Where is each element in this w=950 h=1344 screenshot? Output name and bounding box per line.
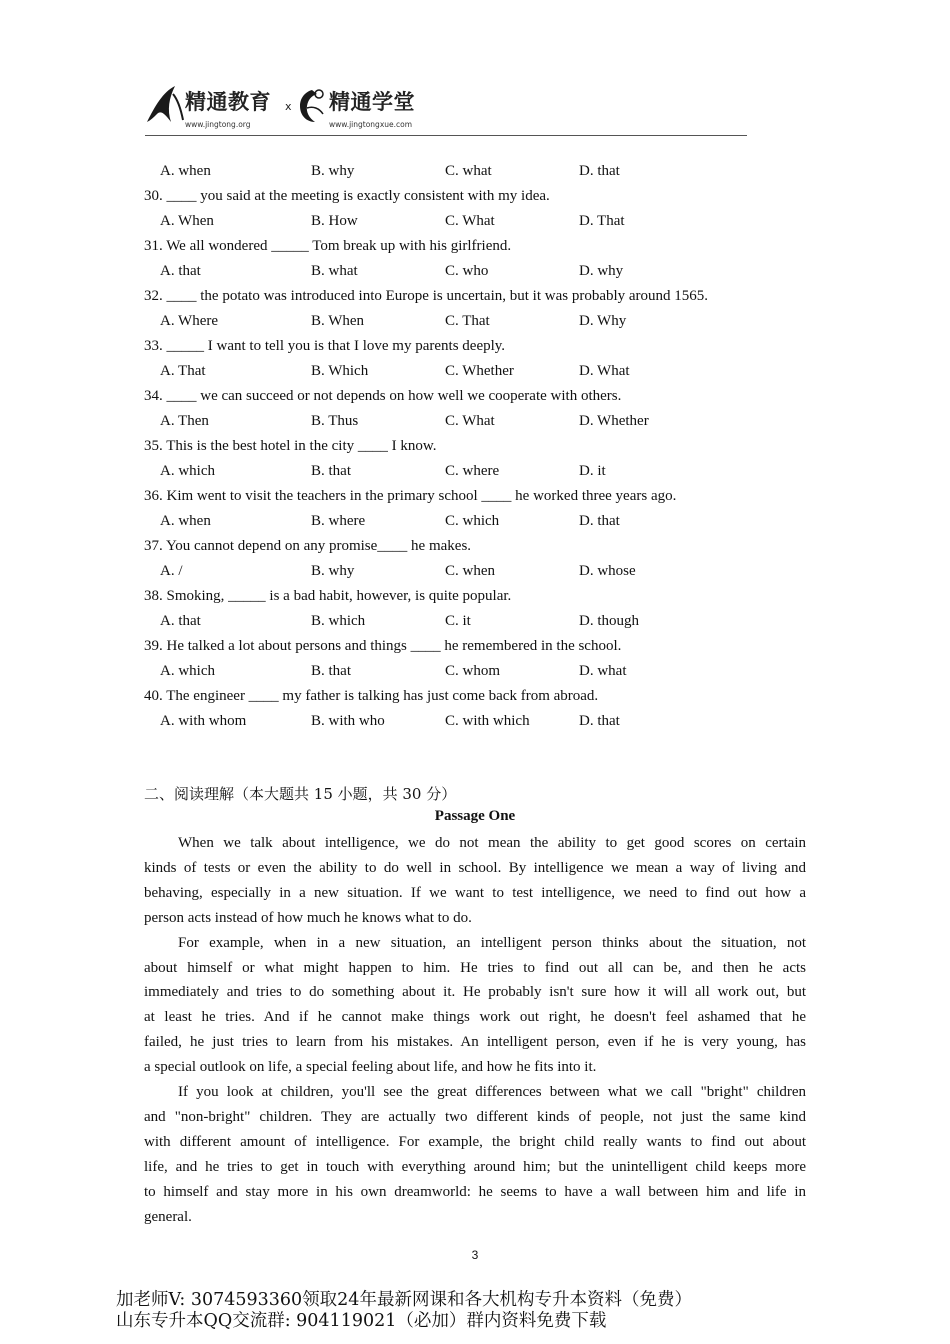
- answer-option: C. who: [445, 263, 489, 279]
- answer-option: A. when: [160, 163, 211, 179]
- footer-line-2: 山东专升本QQ交流群: 904119021（必加）群内资料免费下载: [116, 1311, 607, 1331]
- answer-option: D. it: [579, 463, 606, 479]
- passage-line: For example, when in a new situation, an intelligent person thinks about the situation, not: [178, 934, 806, 951]
- passage-line: failed, he just tries to learn from his mistakes. An intelligent person, even if he is very young, has: [144, 1034, 806, 1051]
- passage-line: about himself or what might happen to him. He tries to find out all can be, and then he acts: [144, 959, 806, 976]
- page-number: 3: [471, 1248, 479, 1262]
- answer-option: A. Then: [160, 413, 209, 429]
- answer-option: D. What: [579, 363, 630, 379]
- passage-line: behaving, especially in a new situation. If we want to test intelligence, we need to find out how a: [144, 884, 806, 901]
- answer-option: A. which: [160, 463, 215, 479]
- footer-line-1: 加老师V: 3074593360领取24年最新网课和各大机构专升本资料（免费）: [116, 1290, 692, 1310]
- passage-line: at least he tries. And if he cannot make things work out right, he doesn't feel ashamed that he: [144, 1009, 806, 1026]
- passage-line: immediately and tries to do something about it. He probably isn't sure how it will all work out, but: [144, 984, 806, 1001]
- brand-separator: x: [285, 100, 292, 113]
- answer-option: D. Why: [579, 313, 627, 329]
- passage-line: life, and he tries to get in touch with everything around him; but the unintelligent child keeps more: [144, 1158, 806, 1175]
- answer-option: A. with whom: [160, 713, 247, 729]
- answer-option: D. what: [579, 663, 627, 679]
- header-divider: [145, 135, 747, 136]
- answer-option: D. though: [579, 613, 639, 629]
- brand-url-1: www.jingtong.org: [185, 120, 251, 129]
- brand-name-2: 精通学堂: [329, 90, 415, 114]
- passage-line: person acts instead of how much he knows what to do.: [144, 909, 472, 926]
- answer-option: D. That: [579, 213, 625, 229]
- jingtongxue-logo-icon: [295, 86, 329, 126]
- question-stem: 37. You cannot depend on any promise____ he makes.: [144, 538, 472, 554]
- answer-option: B. that: [311, 463, 351, 479]
- question-stem: 33. _____ I want to tell you is that I love my parents deeply.: [144, 338, 506, 354]
- question-stem: 38. Smoking, _____ is a bad habit, however, is quite popular.: [144, 588, 512, 604]
- answer-option: C. it: [445, 613, 471, 629]
- passage-line: and "non-bright" children. They are actually two different kinds of people, not just the same kind: [144, 1108, 806, 1125]
- jingtong-logo-icon: [145, 84, 185, 124]
- passage-line: to himself and stay more in his own dreamworld: he seems to have a wall between him and life in: [144, 1183, 806, 1200]
- answer-option: C. which: [445, 513, 500, 529]
- question-stem: 35. This is the best hotel in the city ____ I know.: [144, 438, 437, 454]
- answer-option: D. that: [579, 713, 620, 729]
- passage-line: When we talk about intelligence, we do not mean the ability to get good scores on certain: [178, 835, 806, 851]
- answer-option: C. when: [445, 563, 495, 579]
- answer-option: B. with who: [311, 713, 385, 729]
- answer-option: A. that: [160, 263, 201, 279]
- answer-option: A. /: [160, 563, 183, 579]
- answer-option: D. why: [579, 263, 624, 279]
- answer-option: B. why: [311, 563, 355, 579]
- passage-title: Passage One: [434, 808, 516, 824]
- brand-url-2: www.jingtongxue.com: [329, 120, 413, 129]
- answer-option: C. What: [445, 413, 495, 429]
- answer-option: A. when: [160, 513, 211, 529]
- section-title: 二、阅读理解（本大题共 15 小题，共 30 分）: [144, 785, 457, 803]
- passage-line: kinds of tests or even the ability to do well in school. By intelligence we mean a way of living and: [144, 859, 806, 876]
- answer-option: C. Whether: [445, 363, 514, 379]
- answer-option: B. why: [311, 163, 355, 179]
- passage-line: a special outlook on life, a special feeling about life, and how he fits into it.: [144, 1059, 597, 1076]
- answer-option: D. whose: [579, 563, 636, 579]
- answer-option: C. What: [445, 213, 495, 229]
- answer-option: B. When: [311, 313, 365, 329]
- answer-option: A. that: [160, 613, 201, 629]
- page-header: [145, 84, 747, 138]
- answer-option: C. That: [445, 313, 490, 329]
- passage-line: general.: [144, 1208, 192, 1225]
- answer-option: A. When: [160, 213, 214, 229]
- answer-option: B. which: [311, 613, 366, 629]
- answer-option: B. How: [311, 213, 358, 229]
- answer-option: B. Thus: [311, 413, 359, 429]
- passage-line: If you look at children, you'll see the great differences between what we call "bright" children: [178, 1084, 806, 1100]
- answer-option: B. that: [311, 663, 351, 679]
- question-stem: 36. Kim went to visit the teachers in the primary school ____ he worked three years ago.: [144, 488, 677, 504]
- answer-option: C. where: [445, 463, 500, 479]
- answer-option: C. what: [445, 163, 492, 179]
- answer-option: A. Where: [160, 313, 219, 329]
- answer-option: C. whom: [445, 663, 501, 679]
- answer-option: D. Whether: [579, 413, 649, 429]
- answer-option: B. Which: [311, 363, 369, 379]
- answer-option: B. what: [311, 263, 358, 279]
- brand-name-1: 精通教育: [185, 90, 271, 114]
- question-stem: 40. The engineer ____ my father is talking has just come back from abroad.: [144, 688, 599, 704]
- question-stem: 30. ____ you said at the meeting is exactly consistent with my idea.: [144, 188, 550, 204]
- answer-option: D. that: [579, 513, 620, 529]
- answer-option: A. which: [160, 663, 215, 679]
- answer-option: C. with which: [445, 713, 530, 729]
- question-stem: 32. ____ the potato was introduced into Europe is uncertain, but it was probably around 1565.: [144, 288, 709, 304]
- answer-option: A. That: [160, 363, 206, 379]
- passage-line: with different amount of intelligence. For example, the bright child really wants to find out about: [144, 1133, 806, 1150]
- answer-option: D. that: [579, 163, 620, 179]
- question-stem: 34. ____ we can succeed or not depends on how well we cooperate with others.: [144, 388, 622, 404]
- question-stem: 39. He talked a lot about persons and things ____ he remembered in the school.: [144, 638, 622, 654]
- answer-option: B. where: [311, 513, 366, 529]
- question-stem: 31. We all wondered _____ Tom break up with his girlfriend.: [144, 238, 512, 254]
